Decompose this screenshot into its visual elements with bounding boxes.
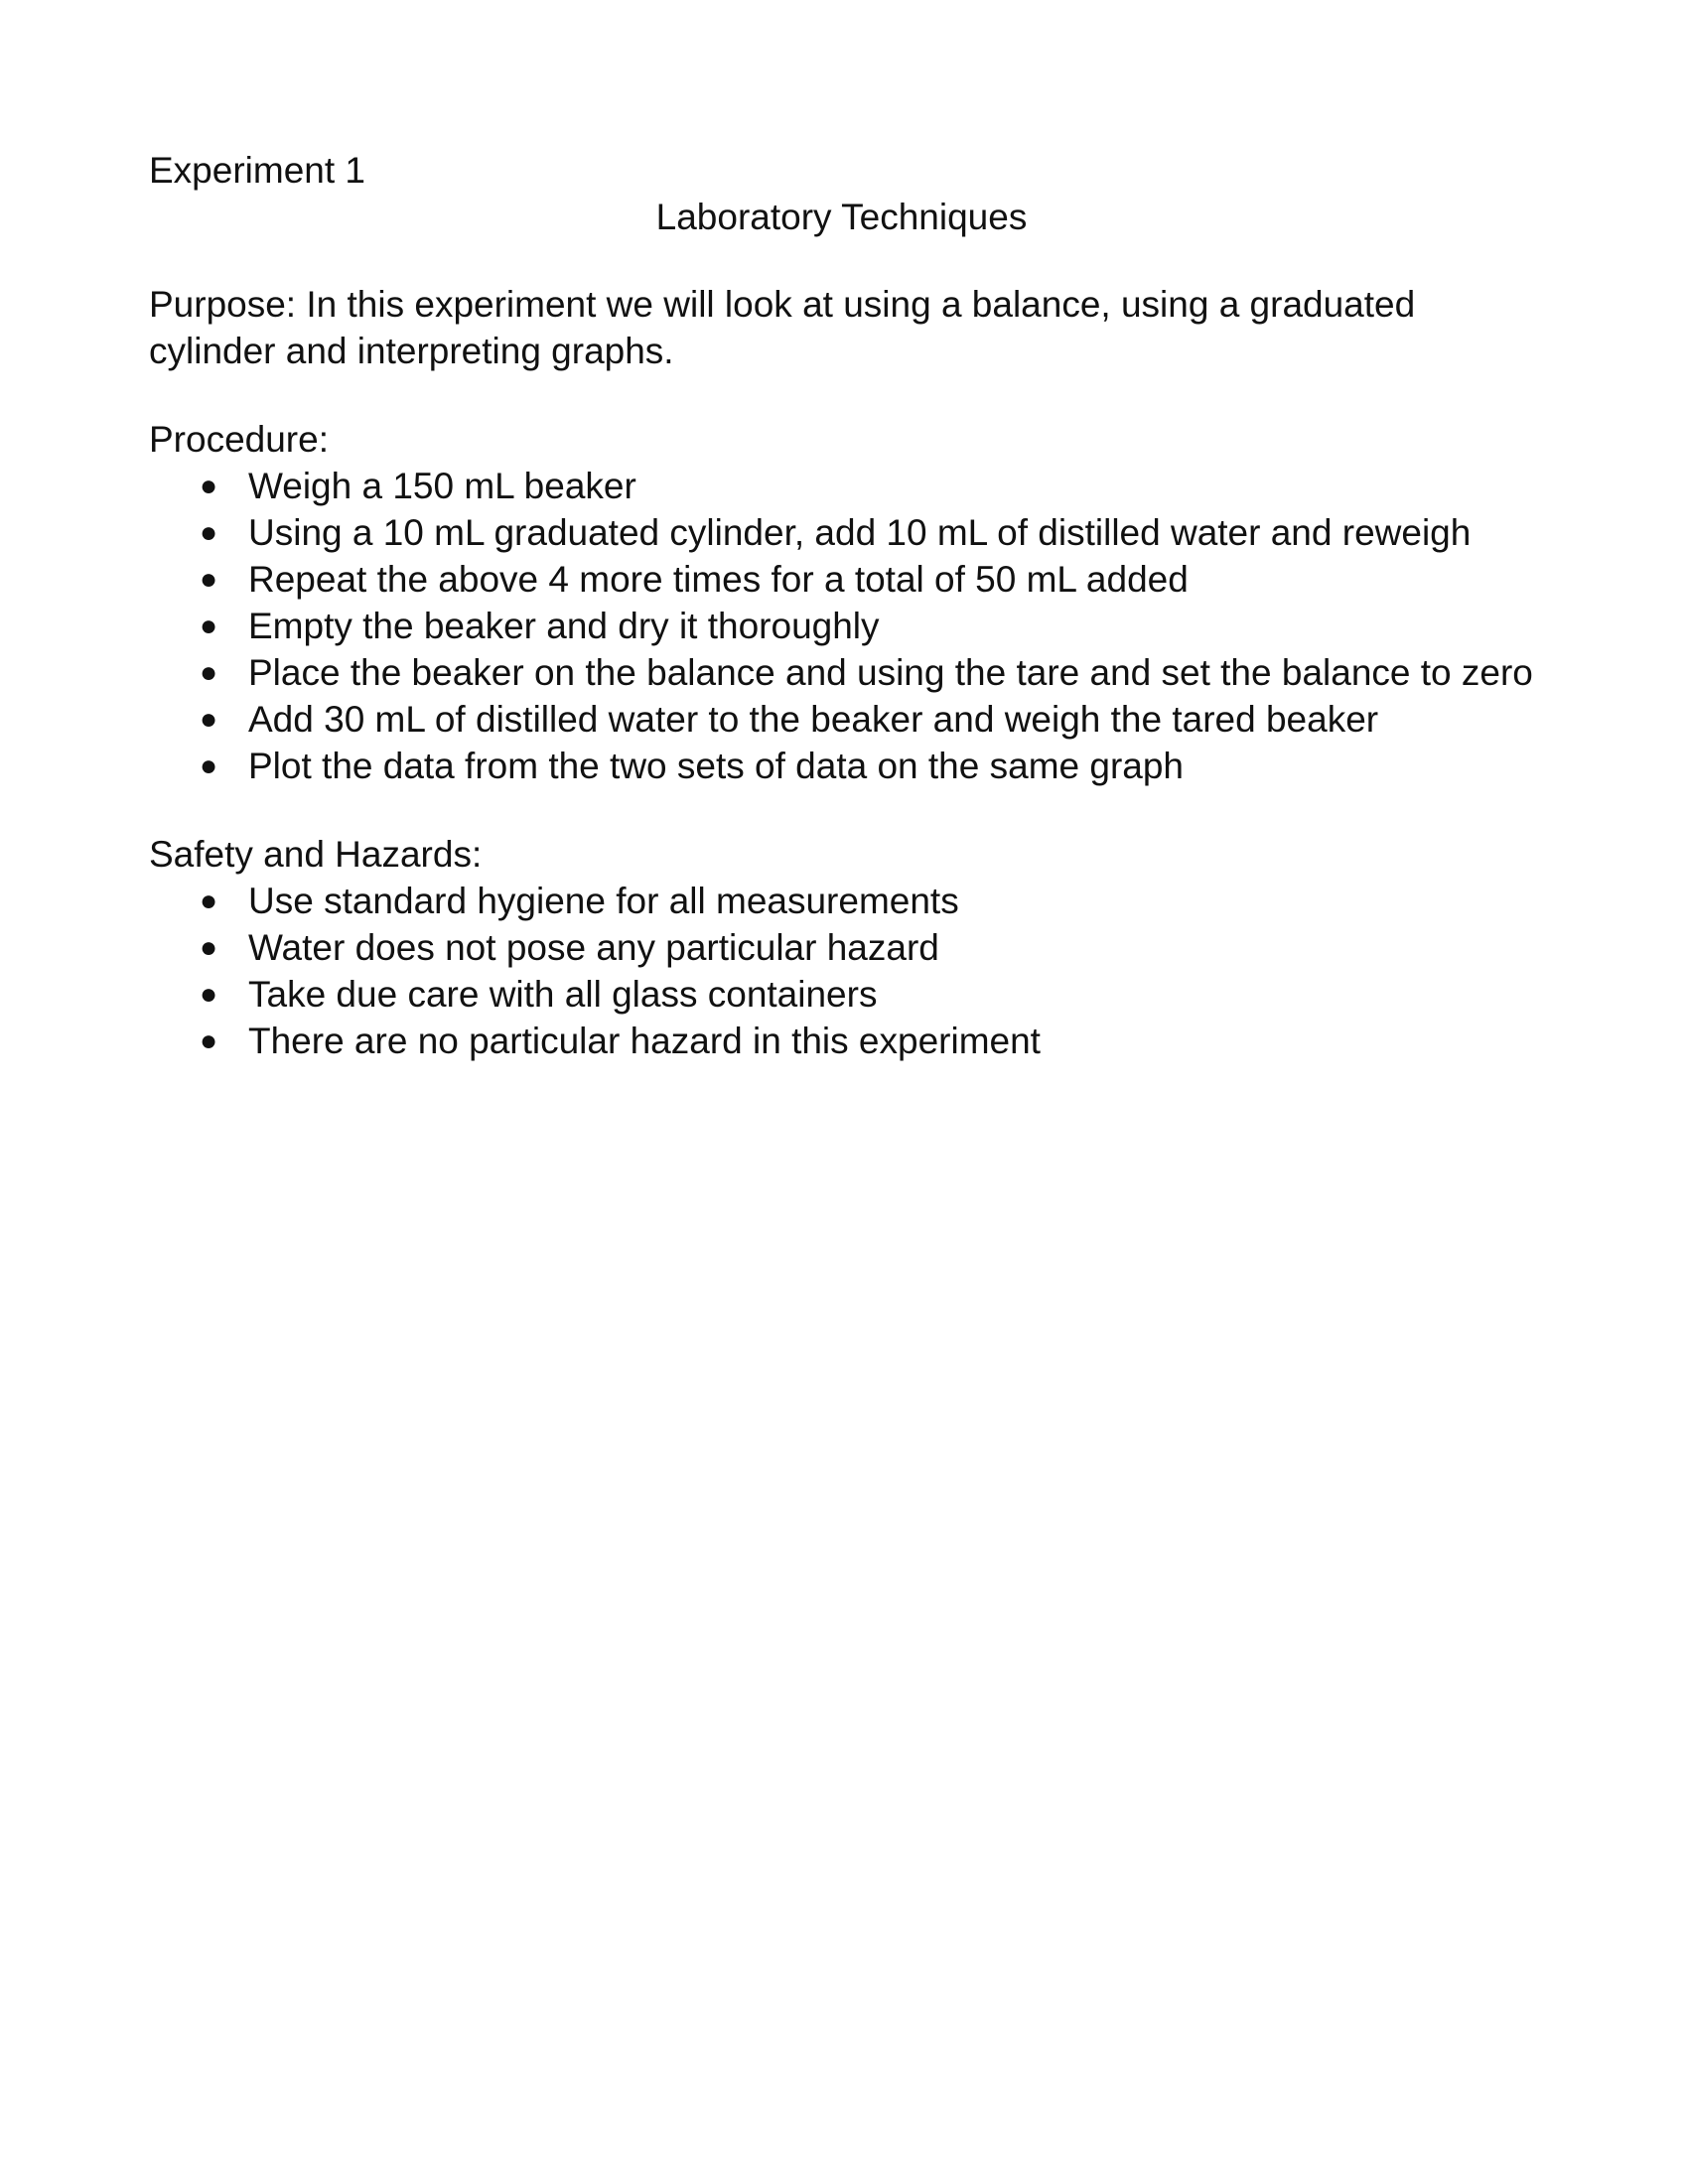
- safety-item-text: Use standard hygiene for all measurements: [248, 881, 959, 921]
- safety-item: [149, 971, 1559, 1018]
- bullet-icon: ●: [200, 885, 218, 917]
- procedure-item-text: Empty the beaker and dry it thoroughly: [248, 606, 880, 646]
- bullet-icon: ●: [200, 516, 218, 549]
- safety-item: [149, 1018, 1559, 1064]
- procedure-item: [149, 556, 1559, 603]
- bullet-icon: ●: [200, 470, 218, 502]
- bullet-icon: ●: [200, 656, 218, 689]
- bullet-icon: ●: [200, 1024, 218, 1057]
- procedure-item-text: Using a 10 mL graduated cylinder, add 10 mL of distilled water and reweigh: [248, 512, 1472, 553]
- bullet-icon: ●: [200, 610, 218, 642]
- bullet-icon: ●: [200, 563, 218, 596]
- bullet-icon: ●: [200, 703, 218, 736]
- bullet-icon: ●: [200, 978, 218, 1011]
- procedure-item-text: Place the beaker on the balance and using the tare and set the balance to zero: [248, 652, 1533, 693]
- safety-item-text: Take due care with all glass containers: [248, 974, 878, 1015]
- safety-item: [149, 878, 1559, 924]
- safety-list: [149, 878, 1559, 1064]
- procedure-item-text: Plot the data from the two sets of data on the same graph: [248, 746, 1185, 786]
- procedure-heading: Procedure:: [149, 419, 329, 460]
- document-title: Laboratory Techniques: [655, 197, 1028, 237]
- purpose-paragraph: Purpose: In this experiment we will look at using a balance, using a graduated cylinder and interpreting graphs.: [149, 284, 1416, 371]
- procedure-item-text: Weigh a 150 mL beaker: [248, 466, 636, 506]
- procedure-item: [149, 696, 1559, 743]
- procedure-item: [149, 743, 1559, 789]
- procedure-item: [149, 509, 1559, 556]
- document-body: [149, 147, 1559, 1064]
- procedure-item-text: Repeat the above 4 more times for a total of 50 mL added: [248, 559, 1189, 600]
- bullet-icon: ●: [200, 750, 218, 782]
- safety-item-text: Water does not pose any particular hazard: [248, 927, 939, 968]
- bullet-icon: ●: [200, 931, 218, 964]
- procedure-item: [149, 649, 1559, 696]
- procedure-item: [149, 463, 1559, 509]
- procedure-item: [149, 603, 1559, 649]
- safety-item-text: There are no particular hazard in this experiment: [248, 1021, 1041, 1061]
- experiment-label: Experiment 1: [149, 150, 365, 191]
- safety-item: [149, 924, 1559, 971]
- procedure-list: [149, 463, 1559, 789]
- procedure-item-text: Add 30 mL of distilled water to the beaker and weigh the tared beaker: [248, 699, 1379, 740]
- safety-heading: Safety and Hazards:: [149, 834, 483, 875]
